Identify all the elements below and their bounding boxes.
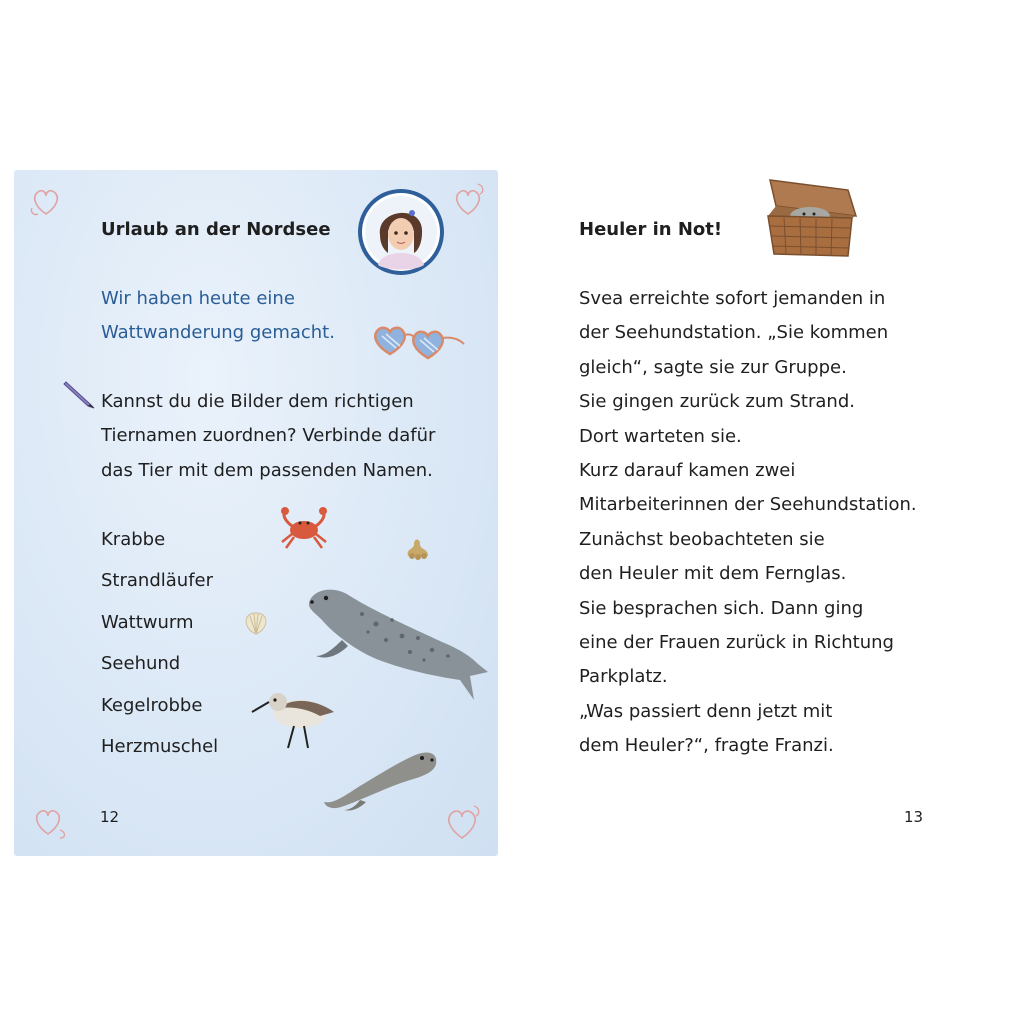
crab-icon [276, 506, 332, 552]
task-line: Kannst du die Bilder dem richtigen [101, 391, 414, 412]
story-line: Sie besprachen sich. Dann ging [579, 597, 864, 619]
story-line: Sie gingen zurück zum Strand. [579, 391, 855, 413]
pen-icon [62, 376, 98, 412]
story-line: Zunächst beobachteten sie [579, 528, 825, 550]
animal-name: Wattwurm [101, 612, 194, 633]
page-number: 13 [904, 808, 924, 826]
story-line: eine der Frauen zurück in Richtung [579, 632, 894, 654]
animal-name: Krabbe [101, 529, 166, 550]
heart-swirl-icon [440, 800, 484, 844]
basket-icon [764, 176, 860, 262]
story-text [579, 282, 917, 764]
diary-line: Wattwanderung gemacht. [101, 322, 335, 344]
heart-swirl-icon [28, 800, 68, 840]
lugworm-icon [404, 534, 432, 560]
story-line: der Seehundstation. „Sie kommen [579, 322, 889, 344]
left-page-title: Urlaub an der Nordsee [101, 219, 331, 240]
story-line: Dort warteten sie. [579, 425, 742, 447]
story-line: „Was passiert denn jetzt mit [579, 700, 833, 722]
right-page-title: Heuler in Not! [579, 219, 723, 240]
heart-sunglasses-icon [370, 318, 468, 362]
story-line: den Heuler mit dem Fernglas. [579, 563, 847, 585]
task-line: das Tier mit dem passenden Namen. [101, 459, 433, 481]
diary-text [101, 282, 335, 351]
diary-line: Wir haben heute eine [101, 288, 295, 309]
animal-name: Seehund [101, 653, 181, 674]
task-text [101, 385, 435, 488]
pup-seal-illustration [320, 744, 442, 814]
story-line: gleich“, sagte sie zur Gruppe. [579, 356, 847, 378]
animal-name: Kegelrobbe [101, 695, 203, 716]
page-number: 12 [100, 808, 120, 826]
heart-swirl-icon [450, 180, 486, 220]
girl-portrait [356, 187, 446, 277]
left-page [14, 170, 498, 856]
story-line: Mitarbeiterinnen der Seehundstation. [579, 494, 917, 516]
animal-name: Strandläufer [101, 570, 213, 591]
story-line: Svea erreichte sofort jemanden in [579, 288, 886, 309]
heart-swirl-icon [28, 184, 64, 220]
cockle-shell-icon [242, 610, 270, 636]
story-line: Kurz darauf kamen zwei [579, 460, 796, 482]
story-line: dem Heuler?“, fragte Franzi. [579, 735, 834, 757]
story-line: Parkplatz. [579, 666, 668, 688]
animal-name: Herzmuschel [101, 736, 219, 757]
task-line: Tiernamen zuordnen? Verbinde dafür [101, 425, 436, 447]
